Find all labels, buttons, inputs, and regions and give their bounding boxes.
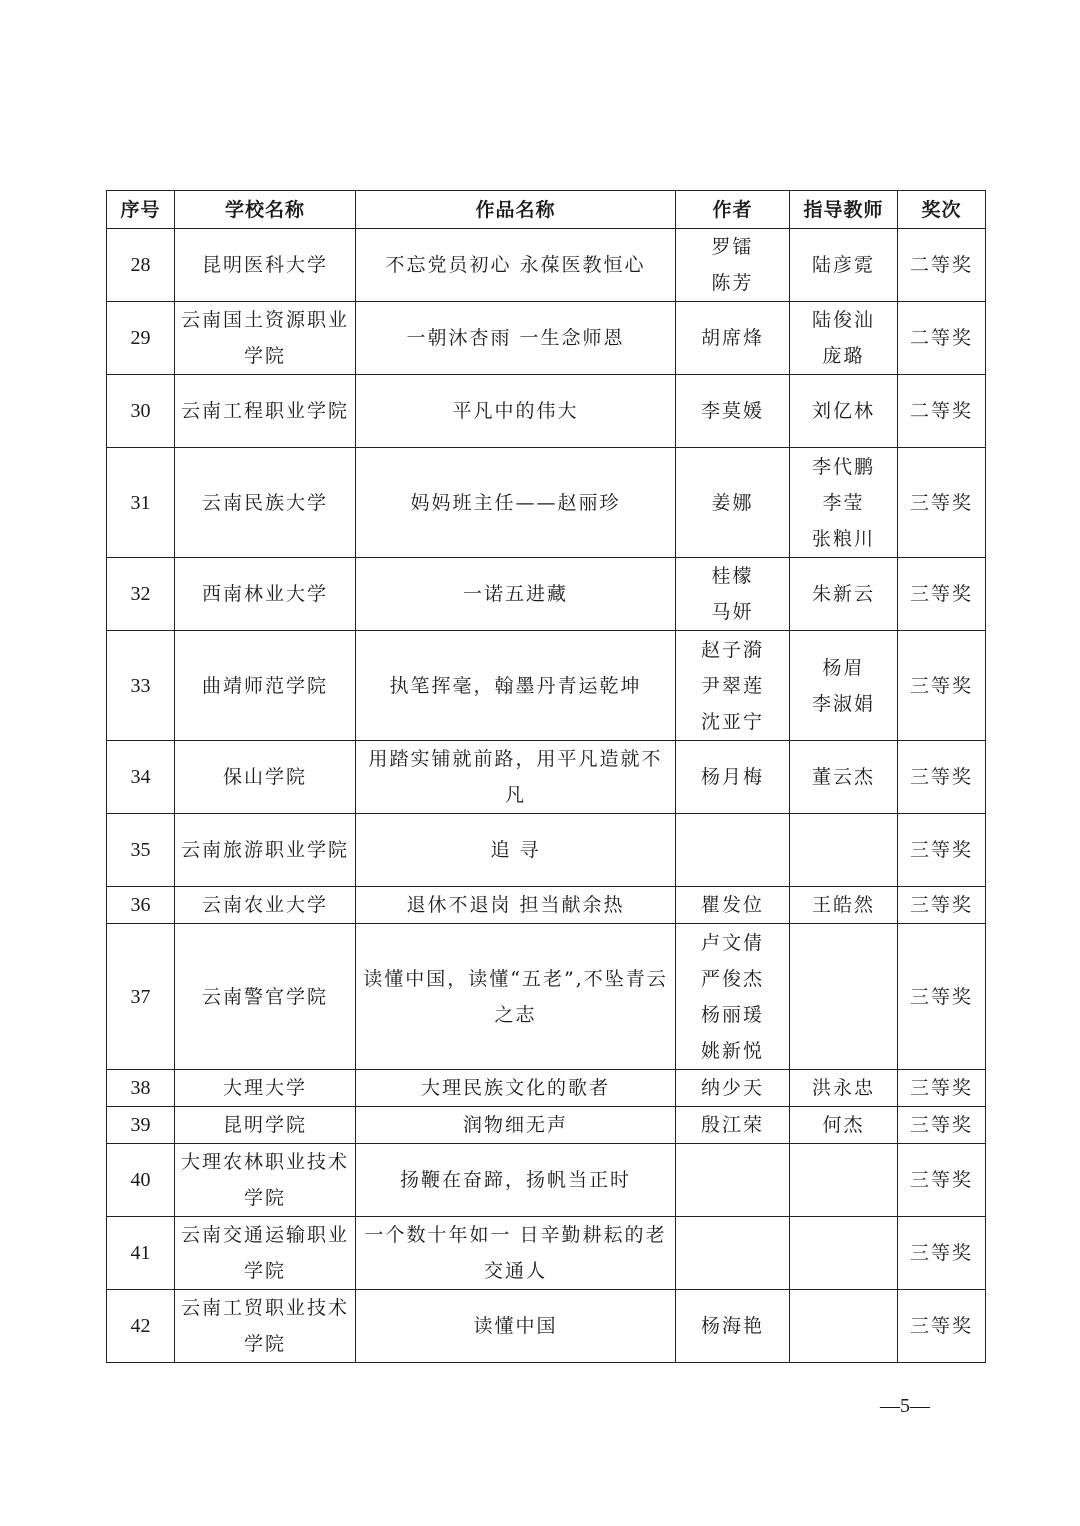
table-row: [107, 375, 986, 448]
cell-authors: [676, 1144, 790, 1217]
cell-title: 退休不退岗 担当献余热: [356, 887, 676, 924]
cell-teachers: [790, 302, 898, 375]
cell-school: 云南警官学院: [175, 924, 356, 1070]
cell-teachers: [790, 1070, 898, 1107]
cell-teachers-line: 李代鹏: [811, 455, 875, 478]
cell-title: 读懂中国，读懂“五老”,不坠青云之志: [356, 924, 676, 1070]
cell-school: 昆明学院: [175, 1107, 356, 1144]
cell-authors-line: 陈芳: [711, 272, 754, 294]
page-number: —5—: [880, 1395, 930, 1417]
cell-award: 三等奖: [898, 1217, 986, 1290]
cell-title: 平凡中的伟大: [356, 375, 676, 448]
cell-seq: 42: [107, 1290, 175, 1363]
cell-authors: [676, 375, 790, 448]
cell-seq: 38: [107, 1070, 175, 1107]
table-row: [107, 1070, 986, 1107]
table-row: [107, 448, 986, 558]
cell-authors-line: 桂檬: [711, 565, 754, 587]
table-row: [107, 229, 986, 302]
cell-authors: [676, 814, 790, 887]
cell-teachers: [790, 1217, 898, 1290]
cell-seq: 36: [107, 887, 175, 924]
header-award: 奖次: [898, 191, 986, 229]
cell-school: 曲靖师范学院: [175, 631, 356, 741]
cell-award: 二等奖: [898, 229, 986, 302]
cell-teachers: [790, 448, 898, 558]
cell-authors: [676, 302, 790, 375]
cell-teachers-line: 何杰: [822, 1114, 865, 1136]
cell-award: 三等奖: [898, 814, 986, 887]
cell-authors-line: 卢文倩: [700, 931, 764, 954]
cell-title: 大理民族文化的歌者: [356, 1070, 676, 1107]
table-row: [107, 1290, 986, 1363]
cell-authors: [676, 1290, 790, 1363]
awards-table: [106, 190, 986, 1363]
cell-school: 大理农林职业技术学院: [175, 1144, 356, 1217]
table-row: [107, 558, 986, 631]
cell-authors: [676, 448, 790, 558]
cell-teachers-line: 李莹: [822, 491, 865, 514]
cell-authors-line: 殷江荣: [700, 1114, 764, 1136]
cell-authors-line: 姚新悦: [700, 1039, 764, 1062]
cell-award: 三等奖: [898, 558, 986, 631]
cell-authors-line: 姜娜: [711, 491, 754, 514]
cell-authors: [676, 1070, 790, 1107]
cell-award: 三等奖: [898, 1070, 986, 1107]
cell-teachers-line: 庞璐: [822, 345, 865, 367]
cell-school: 大理大学: [175, 1070, 356, 1107]
cell-teachers-line: 朱新云: [811, 583, 875, 605]
cell-seq: 28: [107, 229, 175, 302]
cell-title: 追 寻: [356, 814, 676, 887]
cell-authors-line: 瞿发位: [700, 894, 764, 916]
cell-authors: [676, 887, 790, 924]
table-row: [107, 631, 986, 741]
table-row: [107, 924, 986, 1070]
cell-seq: 41: [107, 1217, 175, 1290]
cell-award: 三等奖: [898, 631, 986, 741]
cell-teachers-line: 王皓然: [811, 894, 875, 916]
cell-authors-line: 罗镭: [711, 236, 754, 258]
cell-authors-line: 严俊杰: [700, 967, 764, 990]
cell-authors-line: 杨月梅: [700, 766, 764, 788]
cell-authors-line: 李莫媛: [700, 400, 764, 422]
cell-teachers: [790, 631, 898, 741]
cell-teachers: [790, 814, 898, 887]
cell-award: 三等奖: [898, 741, 986, 814]
cell-title: 读懂中国: [356, 1290, 676, 1363]
cell-authors-line: 马妍: [711, 601, 754, 623]
cell-school: 云南民族大学: [175, 448, 356, 558]
cell-award: 二等奖: [898, 375, 986, 448]
cell-seq: 35: [107, 814, 175, 887]
cell-seq: 40: [107, 1144, 175, 1217]
cell-teachers: [790, 1144, 898, 1217]
cell-title: 润物细无声: [356, 1107, 676, 1144]
cell-teachers-line: 李淑娟: [811, 692, 875, 715]
cell-teachers-line: 杨眉: [822, 656, 865, 679]
cell-teachers-line: 陆俊汕: [811, 309, 875, 331]
cell-authors: [676, 631, 790, 741]
cell-authors: [676, 558, 790, 631]
table-row: [107, 302, 986, 375]
table-row: [107, 814, 986, 887]
cell-authors: [676, 229, 790, 302]
header-title: 作品名称: [356, 191, 676, 229]
cell-authors-line: 杨丽瑗: [700, 1003, 764, 1026]
cell-title: 扬鞭在奋蹄，扬帆当正时: [356, 1144, 676, 1217]
cell-authors: [676, 1107, 790, 1144]
cell-seq: 30: [107, 375, 175, 448]
cell-authors: [676, 924, 790, 1070]
cell-seq: 37: [107, 924, 175, 1070]
cell-teachers: [790, 1290, 898, 1363]
cell-teachers: [790, 924, 898, 1070]
cell-award: 三等奖: [898, 1144, 986, 1217]
cell-authors-line: 杨海艳: [700, 1315, 764, 1337]
cell-authors-line: 纳少天: [700, 1077, 764, 1099]
cell-school: 云南农业大学: [175, 887, 356, 924]
table-row: [107, 1107, 986, 1144]
cell-school: 西南林业大学: [175, 558, 356, 631]
cell-title: 一朝沐杏雨 一生念师恩: [356, 302, 676, 375]
cell-award: 三等奖: [898, 1290, 986, 1363]
cell-award: 三等奖: [898, 448, 986, 558]
cell-teachers-line: 张粮川: [811, 527, 875, 550]
cell-authors-line: 沈亚宁: [700, 710, 764, 733]
cell-award: 三等奖: [898, 887, 986, 924]
table-row: [107, 741, 986, 814]
cell-seq: 34: [107, 741, 175, 814]
cell-school: 云南旅游职业学院: [175, 814, 356, 887]
header-seq: 序号: [107, 191, 175, 229]
table-header-row: [107, 191, 986, 229]
cell-teachers: [790, 375, 898, 448]
cell-teachers: [790, 558, 898, 631]
cell-title: 不忘党员初心 永葆医教恒心: [356, 229, 676, 302]
cell-seq: 31: [107, 448, 175, 558]
cell-title: 一个数十年如一 日辛勤耕耘的老交通人: [356, 1217, 676, 1290]
cell-school: 昆明医科大学: [175, 229, 356, 302]
header-school: 学校名称: [175, 191, 356, 229]
cell-school: 保山学院: [175, 741, 356, 814]
cell-authors: [676, 741, 790, 814]
cell-award: 三等奖: [898, 1107, 986, 1144]
cell-teachers-line: 董云杰: [811, 766, 875, 788]
cell-title: 妈妈班主任——赵丽珍: [356, 448, 676, 558]
table-row: [107, 1217, 986, 1290]
cell-teachers-line: 陆彦霓: [811, 254, 875, 276]
cell-teachers-line: 刘亿林: [811, 400, 875, 422]
cell-teachers: [790, 741, 898, 814]
cell-seq: 39: [107, 1107, 175, 1144]
cell-title: 用踏实铺就前路，用平凡造就不凡: [356, 741, 676, 814]
cell-seq: 32: [107, 558, 175, 631]
cell-school: 云南交通运输职业学院: [175, 1217, 356, 1290]
header-author: 作者: [676, 191, 790, 229]
cell-award: 三等奖: [898, 924, 986, 1070]
cell-school: 云南工程职业学院: [175, 375, 356, 448]
cell-authors: [676, 1217, 790, 1290]
table-row: [107, 887, 986, 924]
cell-teachers: [790, 229, 898, 302]
cell-school: 云南工贸职业技术学院: [175, 1290, 356, 1363]
cell-teachers: [790, 1107, 898, 1144]
cell-title: 一诺五进藏: [356, 558, 676, 631]
cell-teachers: [790, 887, 898, 924]
cell-authors-line: 赵子漪: [700, 638, 764, 661]
header-teacher: 指导教师: [790, 191, 898, 229]
cell-authors-line: 胡席烽: [700, 327, 764, 349]
cell-seq: 29: [107, 302, 175, 375]
cell-school: 云南国土资源职业学院: [175, 302, 356, 375]
cell-authors-line: 尹翠莲: [700, 674, 764, 697]
cell-title: 执笔挥毫，翰墨丹青运乾坤: [356, 631, 676, 741]
cell-seq: 33: [107, 631, 175, 741]
table-row: [107, 1144, 986, 1217]
cell-teachers-line: 洪永忠: [811, 1077, 875, 1099]
cell-award: 二等奖: [898, 302, 986, 375]
